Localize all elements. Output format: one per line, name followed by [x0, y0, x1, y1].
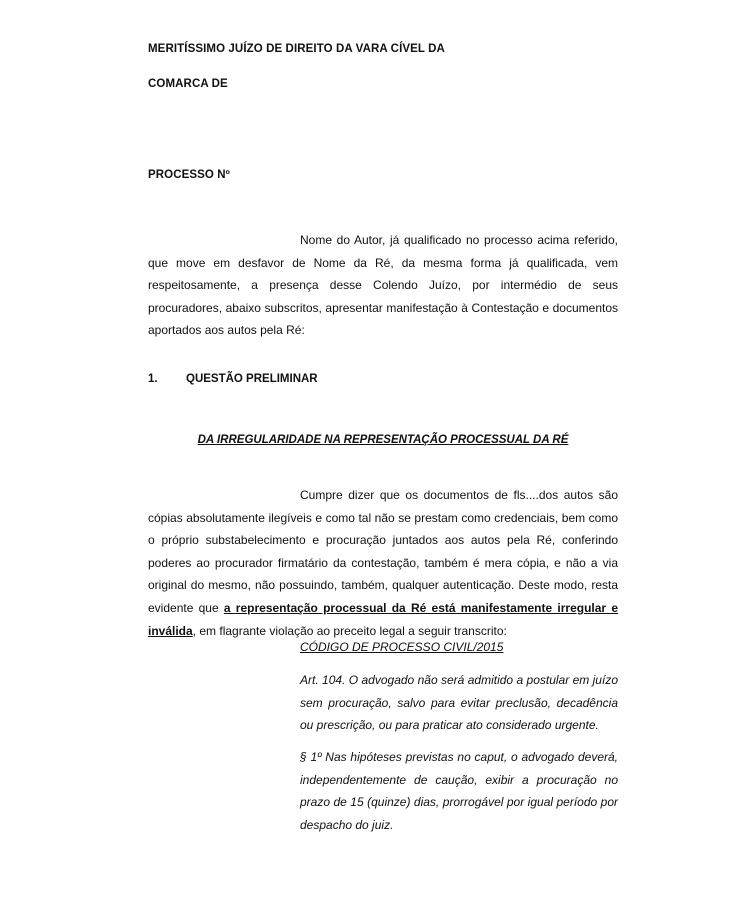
argument-text-part-2: , em flagrante violação ao preceito legal a seguir transcrito: — [192, 623, 507, 638]
process-number-label: PROCESSO Nº — [148, 169, 230, 181]
court-address-line-1: MERITÍSSIMO JUÍZO DE DIREITO DA VARA CÍVEL DA — [148, 43, 445, 55]
intro-paragraph: Nome do Autor, já qualificado no processo acima referido, que move em desfavor de Nome da Ré, da mesma forma já qualificada, vem respeitosamente, a presença desse Colendo Juízo, por intermédio de seus procuradores, abaixo subscritos, apresentar manifestação à Contestação e documentos aportados aos autos pela Ré: — [148, 233, 618, 338]
court-address-line-2: COMARCA DE — [148, 78, 228, 90]
citation-paragraph: § 1º Nas hipóteses previstas no caput, o advogado deverá, independentemente de caução, exibir a procuração no prazo de 15 (quinze) dias, prorrogável por igual período por despacho do juiz. — [300, 750, 618, 832]
citation-article: Art. 104. O advogado não será admitido a postular em juízo sem procuração, salvo para evitar preclusão, decadência ou prescrição, ou para praticar ato considerado urgente. — [300, 673, 618, 733]
section-number: 1. — [148, 373, 158, 385]
argument-text-part-1: Cumpre dizer que os documentos de fls....dos autos são cópias absolutamente ilegíveis e como tal não se prestam como credenciais, bem como o próprio substabelecimento e procuração juntados aos autos pela Ré, conferindo poderes ao procurador firmatário da contestação, também é mera cópia, e não a via original do mesmo, não possuindo, também, qualquer autenticação. Deste modo, resta evidente que — [148, 488, 618, 615]
section-heading — [148, 373, 318, 385]
argument-paragraph — [148, 484, 618, 642]
argument-emphasis: a representação processual da Ré está manifestamente irregular e inválida — [148, 600, 619, 638]
citation-title: CÓDIGO DE PROCESSO CIVIL/2015 — [300, 640, 504, 654]
section-title: QUESTÃO PRELIMINAR — [186, 373, 318, 385]
section-subtitle: DA IRREGULARIDADE NA REPRESENTAÇÃO PROCESSUAL DA RÉ — [197, 434, 569, 446]
